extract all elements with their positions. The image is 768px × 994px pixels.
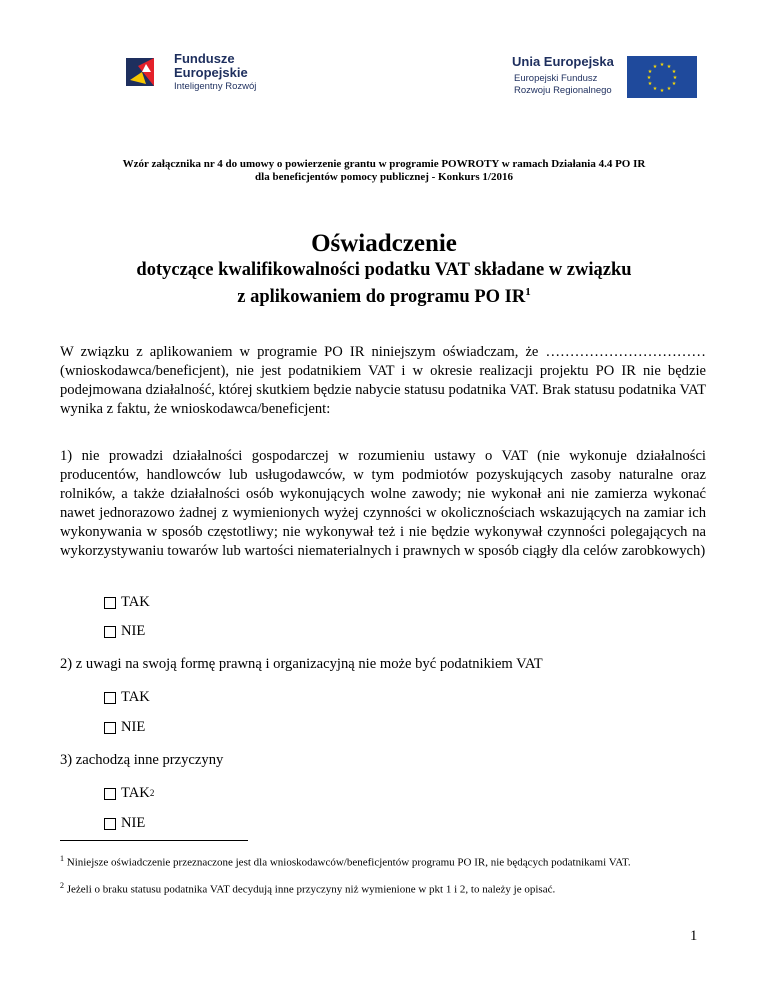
checkbox-icon[interactable] [104, 818, 116, 830]
footnote-1-mark: 1 [60, 854, 64, 863]
item-1-paragraph: 1) nie prowadzi działalności gospodarczej w rozumieniu ustawy o VAT (nie wykonuje działalności producentów, handlowców lub usługodawców, w tym podmiotów pozyskujących zasoby naturalne oraz rolników, a także działalności osób wykonujących wolne zawody; nie wykonał ani nie zamierza wykonać nawet jednorazowo żadnej z wymienionych wyżej czynności w okolicznościach wskazujących na zamiar ich wykonywania w sposób częstotliwy; nie wykonywał też i nie będzie wykonywał czynności polegających na wykorzystywaniu towarów lub wartości niematerialnych i prawnych w sposób ciągły dla celów zarobkowych) [60, 448, 706, 559]
fe-logo-line2: Europejskie [174, 64, 248, 80]
checkbox-icon[interactable] [104, 597, 116, 609]
item-3-option-nie[interactable] [104, 814, 145, 833]
option-label: TAK [121, 594, 150, 610]
item-1-option-tak[interactable] [104, 593, 150, 612]
svg-text:★: ★ [647, 69, 653, 75]
footnote-1 [60, 852, 706, 870]
svg-text:★: ★ [646, 75, 652, 81]
footnote-ref-1: 1 [525, 286, 531, 298]
footnote-divider [60, 840, 248, 841]
subtitle-line1: dotyczące kwalifikowalności podatku VAT składane w związku [136, 260, 632, 280]
fe-logo-line1: Fundusze [174, 50, 235, 66]
fundusze-europejskie-logo [124, 48, 256, 96]
option-label: NIE [121, 623, 146, 639]
svg-text:★: ★ [671, 81, 677, 87]
footnote-ref-2: 2 [149, 788, 155, 798]
header-note-line1: Wzór załącznika nr 4 do umowy o powierzenie grantu w programie POWROTY w ramach Działania 4.4 PO IR [122, 158, 646, 170]
footnote-2-text: Jeżeli o braku statusu podatnika VAT decydują inne przyczyny niż wymienione w pkt 1 i 2, to należy je opisać. [66, 883, 556, 896]
option-label: TAK [121, 689, 150, 705]
item-2-paragraph: 2) z uwagi na swoją formę prawną i organizacyjną nie może być podatnikiem VAT [60, 656, 543, 672]
document-title: Oświadczenie [311, 230, 457, 257]
option-label: NIE [121, 719, 146, 735]
svg-text:★: ★ [647, 81, 653, 87]
header-note-line2: dla beneficjentów pomocy publicznej - Konkurs 1/2016 [255, 171, 513, 183]
option-label: NIE [121, 815, 146, 831]
svg-text:★: ★ [652, 64, 658, 70]
footnote-2-mark: 2 [60, 881, 64, 890]
checkbox-icon[interactable] [104, 692, 116, 704]
page-number: 1 [690, 928, 698, 944]
svg-text:★: ★ [659, 62, 665, 68]
checkbox-icon[interactable] [104, 626, 116, 638]
eu-logo-line2: Europejski Fundusz [514, 73, 598, 84]
intro-paragraph: W związku z aplikowaniem w programie PO IR niniejszym oświadczam, że …………………………… (wnioskodawca/beneficjent), nie jest podatnikiem VAT i w okresie realizacji projektu PO IR nie będzie podejmowana działalność, której skutkiem będzie nabycie statusu podatnika VAT. Brak statusu podatnika VAT wynika z faktu, że wnioskodawca/beneficjent: [60, 344, 706, 417]
svg-text:★: ★ [671, 69, 677, 75]
eu-flag-icon [627, 56, 697, 98]
subtitle-line2 [60, 281, 708, 308]
footnote-2 [60, 879, 706, 897]
item-2-option-tak[interactable] [104, 688, 150, 707]
document-subtitle [60, 259, 708, 308]
checkbox-icon[interactable] [104, 722, 116, 734]
svg-text:★: ★ [652, 86, 658, 92]
svg-text:★: ★ [666, 86, 672, 92]
fundusze-europejskie-mark-icon [124, 50, 170, 94]
svg-text:★: ★ [672, 75, 678, 81]
eu-logo-line3: Rozwoju Regionalnego [514, 85, 612, 96]
subtitle-line2-text: z aplikowaniem do programu PO IR [237, 287, 526, 308]
svg-text:★: ★ [666, 64, 672, 70]
footnote-1-text: Niniejsze oświadczenie przeznaczone jest dla wnioskodawców/beneficjentów programu PO IR, nie będących podatnikami VAT. [66, 856, 631, 869]
item-3-paragraph: 3) zachodzą inne przyczyny [60, 752, 224, 768]
option-label: TAK [121, 785, 150, 801]
checkbox-icon[interactable] [104, 788, 116, 800]
eu-logo-line1: Unia Europejska [512, 54, 614, 69]
svg-text:★: ★ [659, 88, 665, 94]
item-2-option-nie[interactable] [104, 718, 145, 737]
fe-logo-line3: Inteligentny Rozwój [174, 80, 257, 92]
attachment-header-note [60, 158, 708, 184]
item-1-option-nie[interactable] [104, 622, 145, 641]
item-3-option-tak[interactable] [104, 784, 154, 803]
